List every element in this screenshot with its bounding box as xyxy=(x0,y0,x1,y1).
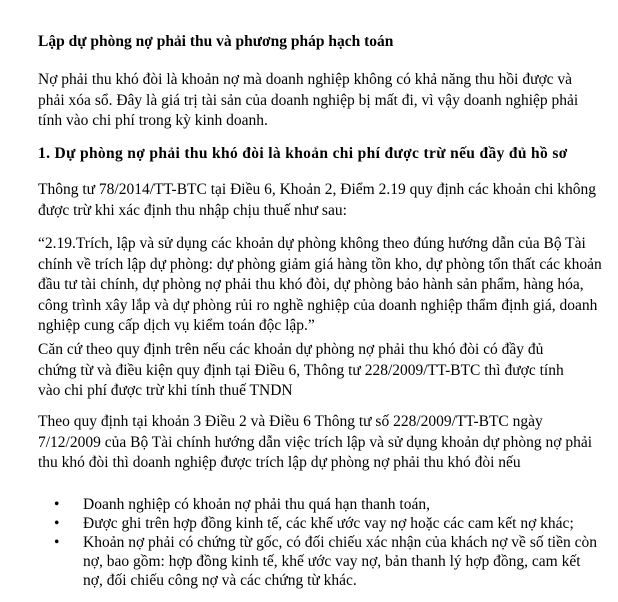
bullet-icon: • xyxy=(54,496,60,513)
quote-paragraph: “2.19.Trích, lập và sử dụng các khoản dự phòng không theo đúng hướng dẫn của Bộ Tài chính về trích lập dự phòng: dự phòng giảm giá hàng tồn kho, dự phòng tổn thất các khoản đầu tư tài chính, dự phòng nợ phải thu khó đòi, dự phòng bảo hành sản phẩm, hàng hóa, công trình xây lắp và dự phòng rủi ro nghề nghiệp của doanh nghiệp thẩm định giá, doanh nghiệp cung cấp dịch vụ kiểm toán độc lập.” xyxy=(38,235,602,334)
conditions-list xyxy=(38,495,598,590)
list-item xyxy=(38,495,598,514)
circular-paragraph: Thông tư 78/2014/TT-BTC tại Điều 6, Khoản 2, Điểm 2.19 quy định các khoản chi không được trừ khi xác định thu nhập chịu thuế như sau: xyxy=(38,181,596,219)
document-title: Lập dự phòng nợ phải thu và phương pháp hạch toán xyxy=(38,33,394,50)
regulation-paragraph: Theo quy định tại khoản 3 Điều 2 và Điều 6 Thông tư số 228/2009/TT-BTC ngày 7/12/2009 của Bộ Tài chính hướng dẫn việc trích lập và sử dụng khoản dự phòng nợ phải thu khó đòi thì doanh nghiệp được trích lập dự phòng nợ phải thu khó đòi nếu xyxy=(38,413,593,471)
section-1-heading: 1. Dự phòng nợ phải thu khó đòi là khoản chi phí được trừ nếu đầy đủ hồ sơ xyxy=(38,145,568,162)
list-item xyxy=(38,514,598,533)
intro-paragraph: Nợ phải thu khó đòi là khoản nợ mà doanh nghiệp không có khả năng thu hồi được và phải xóa sổ. Đây là giá trị tài sản của doanh nghiệp bị mất đi, vì vậy doanh nghiệp phải tính vào chi phí trong kỳ kinh doanh. xyxy=(38,71,579,129)
bullet-icon: • xyxy=(54,515,60,532)
list-item-text: Khoản nợ phải có chứng từ gốc, có đối chiếu xác nhận của khách nợ về số tiền còn nợ, bao gồm: hợp đồng kinh tế, khế ước vay nợ, bản thanh lý hợp đồng, cam kết nợ, đối chiếu công nợ và các chứng từ khác. xyxy=(83,534,597,589)
bullet-icon: • xyxy=(54,534,60,551)
list-item-text: Được ghi trên hợp đồng kinh tế, các khế ước vay nợ hoặc các cam kết nợ khác; xyxy=(83,515,574,532)
basis-paragraph: Căn cứ theo quy định trên nếu các khoản dự phòng nợ phải thu khó đòi có đầy đủ chứng từ và điều kiện quy định tại Điều 6, Thông tư 228/2009/TT-BTC thì được tính vào chi phí được trừ khi tính thuế TNDN xyxy=(38,341,564,399)
list-item xyxy=(38,533,598,590)
list-item-text: Doanh nghiệp có khoản nợ phải thu quá hạn thanh toán, xyxy=(83,496,430,513)
